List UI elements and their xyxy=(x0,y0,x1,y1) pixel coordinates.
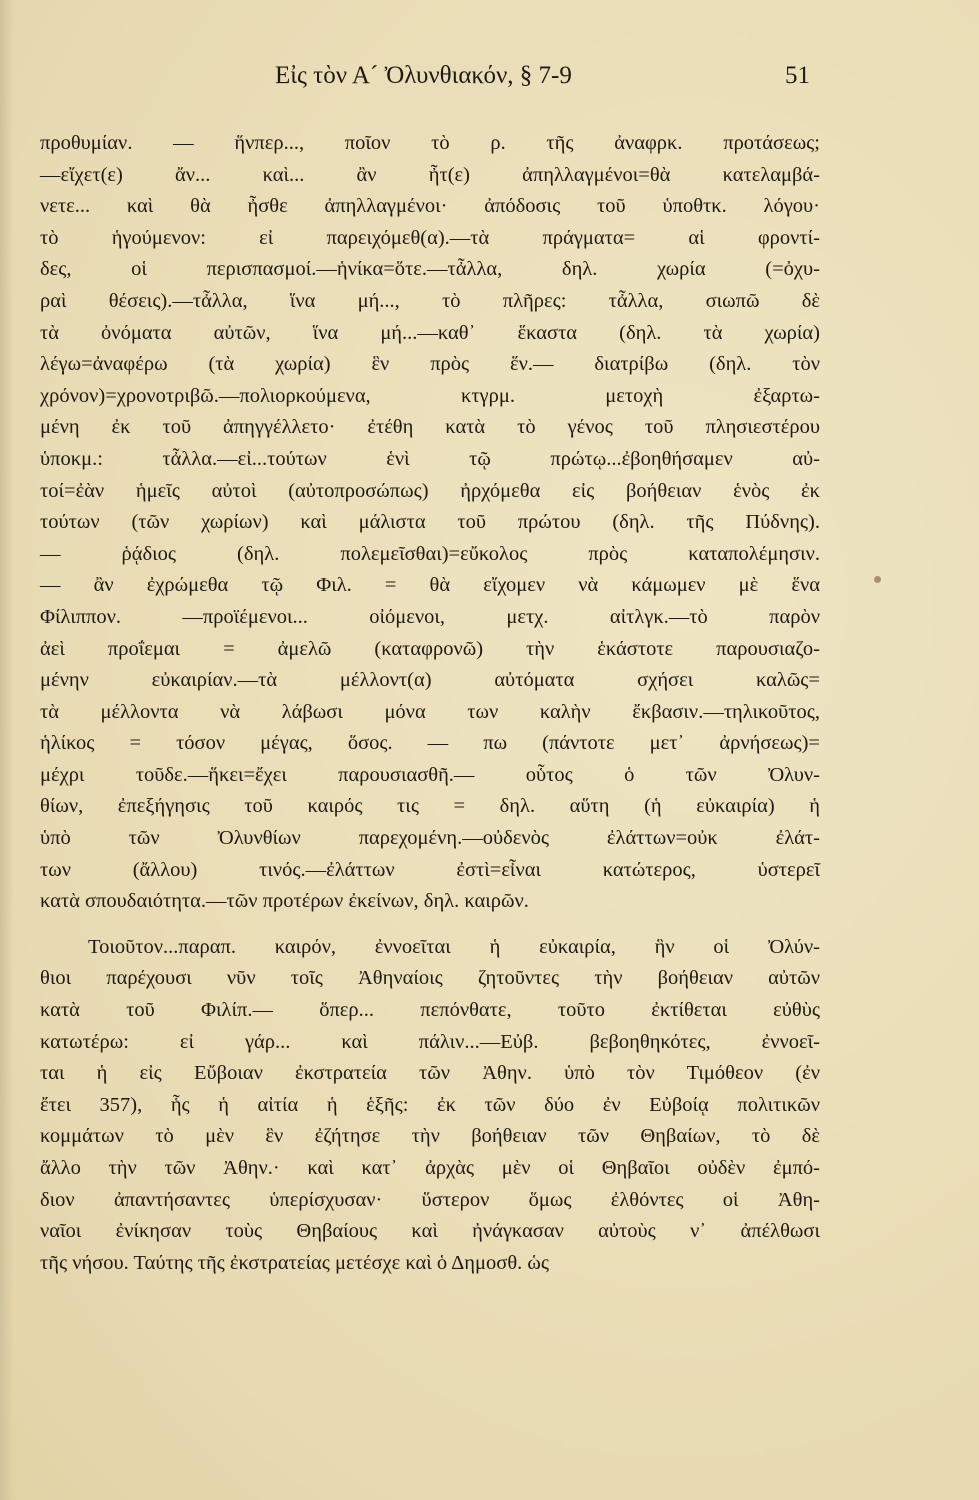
text-line: ὑποκμ.: τἆλλα.—εἰ...τούτων ἑνὶ τῷ πρώτῳ...ἐβοηθήσαμεν αὐ- xyxy=(40,447,820,470)
text-line: Τοιοῦτον...παραπ. καιρόν, ἐννοεῖται ἡ εὐκαιρία, ἣν οἱ Ὀλύν- xyxy=(88,935,820,958)
text-line: ται ἡ εἰς Εὔβοιαν ἐκστρατεία τῶν Ἀθην. ὑπὸ τὸν Τιμόθεον (ἐν xyxy=(40,1062,820,1085)
paragraph-1 xyxy=(40,128,820,918)
text-line: ἄλλο τὴν τῶν Ἀθην.· καὶ κατ᾿ ἀρχὰς μὲν οἱ Θηβαῖοι οὐδὲν ἐμπό- xyxy=(40,1157,820,1179)
text-line: θιοι παρέχουσι νῦν τοῖς Ἀθηναίοις ζητοῦντες τὴν βοήθειαν αὐτῶν xyxy=(40,967,820,990)
text-line: κομμάτων τὸ μὲν ἓν ἐζήτησε τὴν βοήθειαν τῶν Θηβαίων, τὸ δὲ xyxy=(40,1125,820,1148)
ink-spot xyxy=(874,576,881,583)
text-line: χρόνον)=χρονοτριβῶ.—πολιορκούμενα, κτγρμ. μετοχὴ ἐξαρτω- xyxy=(40,384,820,407)
paragraph-gap xyxy=(40,918,820,932)
page-edge-shadow xyxy=(0,0,14,1500)
text-line: μένην εὐκαιρίαν.—τὰ μέλλοντ(α) αὐτόματα σχήσει καλῶς= xyxy=(40,669,820,692)
text-line: λέγω=ἀναφέρω (τὰ χωρία) ἓν πρὸς ἕν.— διατρίβω (δηλ. τὸν xyxy=(40,353,820,376)
text-line: ὑπὸ τῶν Ὀλυνθίων παρεχομένη.—οὐδενὸς ἐλάττων=οὐκ ἐλάτ- xyxy=(40,827,820,850)
text-line: δες, οἱ περισπασμοί.—ἡνίκα=ὅτε.—τἆλλα, δηλ. χωρία (=ὀχυ- xyxy=(40,258,820,281)
text-line: —εἴχετ(ε) ἄν... καὶ... ἂν ἦτ(ε) ἀπηλλαγμένοι=θὰ κατελαμβά- xyxy=(40,163,820,186)
text-line: προθυμίαν. — ἥνπερ..., ποῖον τὸ ρ. τῆς ἀναφρκ. προτάσεως; xyxy=(40,132,820,154)
text-line: Φίλιππον. —προϊέμενοι... οἰόμενοι, μετχ. αἰτλγκ.—τὸ παρὸν xyxy=(40,605,820,628)
text-line: τούτων (τῶν χωρίων) καὶ μάλιστα τοῦ πρώτου (δηλ. τῆς Πύδνης). xyxy=(40,511,820,534)
text-line: κατωτέρω: εἰ γάρ... καὶ πάλιν...—Εὐβ. βεβοηθηκότες, ἐννοεῖ- xyxy=(40,1030,820,1053)
text-line: ἀεὶ προΐεμαι = ἀμελῶ (καταφρονῶ) τὴν ἑκάστοτε παρουσιαζο- xyxy=(40,637,820,660)
text-line: ναῖοι ἐνίκησαν τοὺς Θηβαίους καὶ ἠνάγκασαν αὐτοὺς ν᾿ ἀπέλθωσι xyxy=(40,1220,820,1243)
text-line: νετε... καὶ θὰ ἦσθε ἀπηλλαγμένοι· ἀπόδοσις τοῦ ὑποθτκ. λόγου· xyxy=(40,195,820,218)
text-line: τὸ ἡγούμενον: εἰ παρειχόμεθ(α).—τὰ πράγματα= αἱ φροντί- xyxy=(40,226,820,249)
text-line: κατὰ σπουδαιότητα.—τῶν προτέρων ἐκείνων, δηλ. καιρῶν. xyxy=(40,890,529,913)
text-line: ἡλίκος = τόσον μέγας, ὅσος. — πω (πάντοτε μετ᾿ ἀρνήσεως)= xyxy=(40,732,820,755)
text-line: μέχρι τοῦδε.—ἥκει=ἔχει παρουσιασθῆ.— οὗτος ὁ τῶν Ὀλυν- xyxy=(40,763,820,786)
text-line: των (ἄλλου) τινός.—ἐλάττων ἐστὶ=εἶναι κατώτερος, ὑστερεῖ xyxy=(40,858,820,881)
text-line: — ῥᾴδιος (δηλ. πολεμεῖσθαι)=εὔκολος πρὸς καταπολέμησιν. xyxy=(40,542,820,565)
text-line: μένη ἐκ τοῦ ἀπηγγέλλετο· ἐτέθη κατὰ τὸ γένος τοῦ πλησιεστέρου xyxy=(40,416,820,439)
text-line: τῆς νήσου. Ταύτης τῆς ἐκστρατείας μετέσχε καὶ ὁ Δημοσθ. ὡς xyxy=(40,1251,549,1274)
text-line: διον ἀπαντήσαντες ὑπερίσχυσαν· ὕστερον ὅμως ἐλθόντες οἱ Ἀθη- xyxy=(40,1188,820,1211)
text-line: — ἂν ἐχρώμεθα τῷ Φιλ. = θὰ εἴχομεν νὰ κάμωμεν μὲ ἕνα xyxy=(40,574,820,597)
commentary-text xyxy=(40,128,820,1279)
text-line: τὰ μέλλοντα νὰ λάβωσι μόνα των καλὴν ἔκβασιν.—τηλικοῦτος, xyxy=(40,700,820,723)
text-line: τοί=ἐὰν ἡμεῖς αὐτοὶ (αὐτοπροσώπως) ἠρχόμεθα εἰς βοήθειαν ἑνὸς ἐκ xyxy=(40,479,820,502)
text-line: κατὰ τοῦ Φιλίπ.— ὅπερ... πεπόνθατε, τοῦτο ἐκτίθεται εὐθὺς xyxy=(40,999,820,1022)
paragraph-2 xyxy=(40,932,820,1280)
page-number: 51 xyxy=(785,62,810,89)
text-line: θίων, ἐπεξήγησις τοῦ καιρός τις = δηλ. αὕτη (ἡ εὐκαιρία) ἡ xyxy=(40,795,820,818)
text-line: ἔτει 357), ἧς ἡ αἰτία ἡ ἑξῆς: ἐκ τῶν δύο ἐν Εὐβοίᾳ πολιτικῶν xyxy=(40,1093,820,1116)
text-line: τὰ ὀνόματα αὐτῶν, ἵνα μή...—καθ᾿ ἕκαστα (δηλ. τὰ χωρία) xyxy=(40,321,820,344)
page-header xyxy=(40,62,819,108)
running-title: Εἰς τὸν Α´ Ὀλυνθιακόν, § 7-9 xyxy=(275,62,572,89)
text-line: ραὶ θέσεις).—τἆλλα, ἵνα μή..., τὸ πλῆρες: τἆλλα, σιωπῶ δὲ xyxy=(40,289,820,312)
